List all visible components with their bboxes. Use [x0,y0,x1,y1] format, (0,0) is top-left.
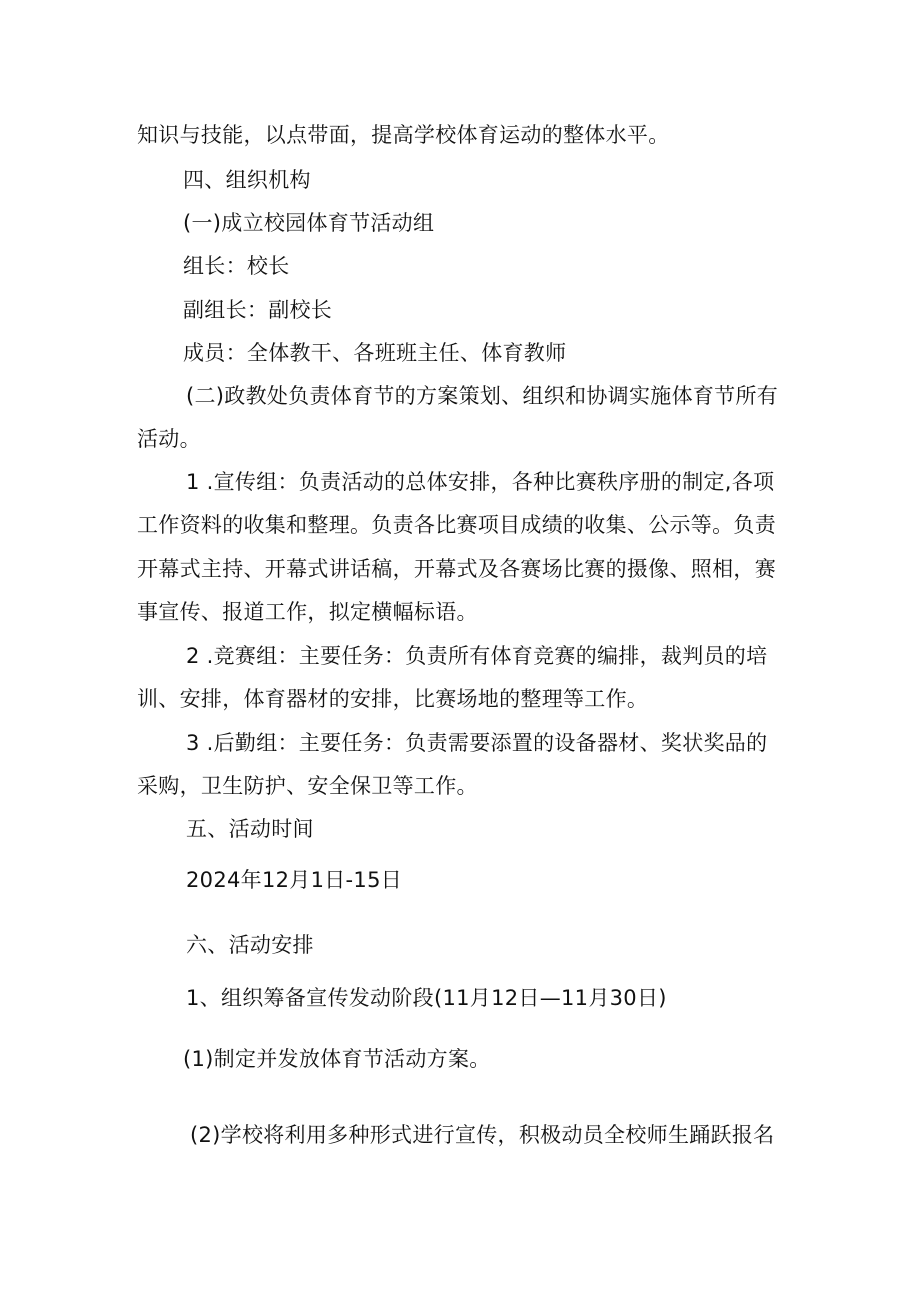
subsection-heading: (二)政教处负责体育节的方案策划、组织和协调实施体育节所有 [186,384,779,408]
paragraph-line: 事宣传、报道工作，拟定横幅标语。 [137,600,478,624]
subsection-heading: (一)成立校园体育节活动组 [183,211,435,235]
paragraph-line: 活动。 [137,427,201,451]
paragraph-line: 组长：校长 [183,254,290,278]
paragraph-line: 采购，卫生防护、安全保卫等工作。 [137,774,478,798]
paragraph-line: 训、安排，体育器材的安排，比赛场地的整理等工作。 [137,687,649,711]
list-item: (2)学校将利用多种形式进行宣传，积极动员全校师生踊跃报名 [190,1123,775,1147]
paragraph-line: 2024年12月1日-15日 [186,868,403,892]
paragraph-line: 副组长：副校长 [183,298,333,322]
list-item: 1 .宣传组：负责活动的总体安排，各种比赛秩序册的制定,各项 [186,470,775,494]
section-heading: 五、活动时间 [186,817,314,841]
section-heading: 四、组织机构 [183,168,311,192]
list-item: 2 .竞赛组：主要任务：负责所有体育竞赛的编排，裁判员的培 [186,644,768,668]
section-heading: 六、活动安排 [186,933,314,957]
paragraph-line: 开幕式主持、开幕式讲话稿，开幕式及各赛场比赛的摄像、照相，赛 [137,557,776,581]
list-item: 3 .后勤组：主要任务：负责需要添置的设备器材、奖状奖品的 [186,731,768,755]
list-item: (1)制定并发放体育节活动方案。 [183,1047,491,1071]
paragraph-line: 成员：全体教干、各班班主任、体育教师 [183,341,567,365]
list-item: 1、组织筹备宣传发动阶段(11月12日—11月30日) [186,986,667,1010]
paragraph-line: 知识与技能，以点带面，提高学校体育运动的整体水平。 [137,123,670,147]
paragraph-line: 工作资料的收集和整理。负责各比赛项目成绩的收集、公示等。负责 [137,513,776,537]
